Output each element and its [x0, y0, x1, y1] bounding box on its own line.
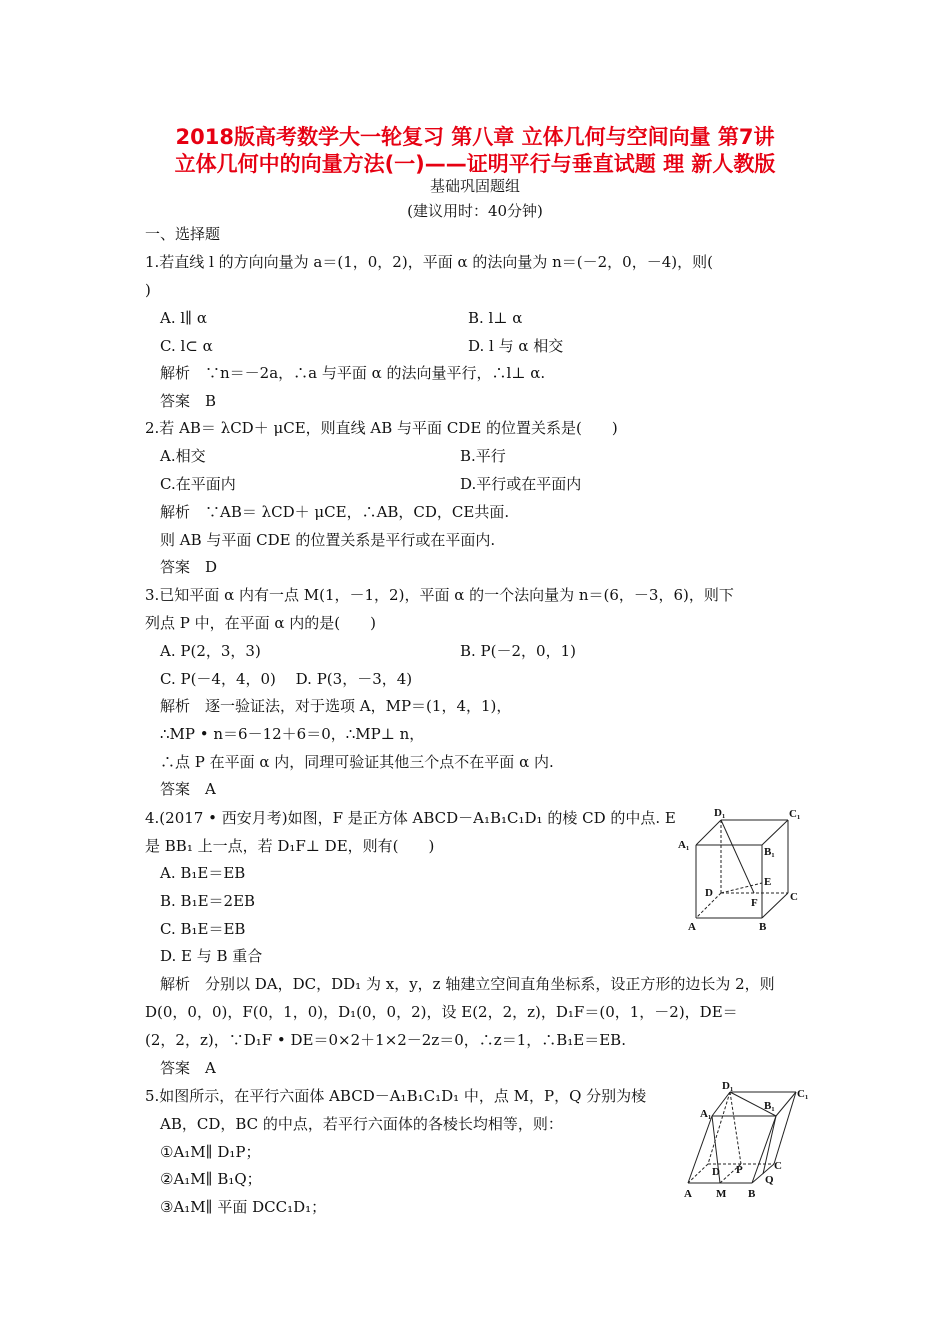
q4-stem-line2: 是 BB₁ 上一点，若 D₁F⊥ DE，则有( ): [145, 837, 435, 855]
q2-option-c: C.在平面内: [160, 475, 236, 493]
q4-analysis-line3: (2，2，z)，∵D₁F • DE＝0×2＋1×2－2z＝0，∴z＝1，∴B₁E＝EB.: [145, 1031, 626, 1049]
q3-option-cd: C. P(－4，4，0) D. P(3，－3，4): [160, 670, 413, 688]
q3-analysis-line1: 解析 逐一验证法，对于选项 A，MP＝(1，4，1)，: [160, 697, 512, 715]
fig5-label-b1: B₁: [764, 1100, 775, 1112]
fig4-label-c: C: [790, 891, 798, 903]
cube-figure: [676, 805, 806, 939]
q2-option-b: B.平行: [460, 447, 506, 465]
q2-stem: 2.若 AB＝ λCD＋ μCE，则直线 AB 与平面 CDE 的位置关系是( ): [145, 419, 618, 437]
q1-analysis: 解析 ∵n＝－2a，∴a 与平面 α 的法向量平行，∴l⊥ α.: [160, 364, 546, 382]
q3-option-b: B. P(－2，0，1): [460, 642, 576, 660]
q2-option-a: A.相交: [160, 447, 206, 465]
fig4-label-a1: A₁: [678, 839, 690, 851]
q3-answer: 答案 A: [160, 780, 216, 798]
fig5-label-a: A: [684, 1188, 692, 1200]
fig5-label-d1: D₁: [722, 1080, 734, 1092]
q3-analysis-line2: ∴MP • n＝6－12＋6＝0，∴MP⊥ n，: [160, 725, 425, 743]
q1-option-c: C. l⊂ α: [160, 337, 213, 355]
fig5-label-p: P: [736, 1164, 743, 1176]
q2-option-d: D.平行或在平面内: [460, 475, 582, 493]
fig4-label-c1: C₁: [789, 808, 801, 820]
q2-answer: 答案 D: [160, 558, 218, 576]
q1-option-d: D. l 与 α 相交: [468, 337, 564, 355]
fig5-label-c1: C₁: [797, 1088, 808, 1100]
q5-item2: ②A₁M∥ B₁Q；: [160, 1170, 262, 1188]
q4-answer: 答案 A: [160, 1059, 216, 1077]
q1-stem-line2: ): [145, 281, 151, 299]
q1-option-b: B. l⊥ α: [468, 309, 523, 327]
fig4-label-b: B: [759, 921, 767, 933]
q4-option-d: D. E 与 B 重合: [160, 947, 263, 965]
fig5-label-a1: A₁: [700, 1108, 712, 1120]
q5-item3: ③A₁M∥ 平面 DCC₁D₁；: [160, 1198, 327, 1216]
q5-item1: ①A₁M∥ D₁P；: [160, 1143, 261, 1161]
fig4-label-f: F: [751, 897, 758, 909]
q4-stem-line1: 4.(2017 • 西安月考)如图，F 是正方体 ABCD－A₁B₁C₁D₁ 的棱 CD 的中点. E: [145, 809, 676, 827]
fig5-label-c: C: [774, 1160, 782, 1172]
q3-stem-line2: 列点 P 中，在平面 α 内的是( ): [145, 614, 376, 632]
q1-answer: 答案 B: [160, 392, 217, 410]
q4-analysis-line2: D(0，0，0)，F(0，1，0)，D₁(0，0，2)，设 E(2，2，z)，D₁F＝(0，1，－2)，DE＝: [145, 1003, 738, 1021]
fig5-label-q: Q: [765, 1174, 774, 1186]
fig4-label-a: A: [688, 921, 696, 933]
section-heading: 一、选择题: [145, 225, 221, 243]
parallelepiped-figure: [678, 1080, 808, 1209]
fig4-label-d: D: [705, 887, 713, 899]
q3-option-a: A. P(2，3，3): [160, 642, 261, 660]
fig5-label-b: B: [748, 1188, 756, 1200]
q4-option-c: C. B₁E＝EB: [160, 920, 246, 938]
q4-option-a: A. B₁E＝EB: [160, 864, 246, 882]
q4-option-b: B. B₁E＝2EB: [160, 892, 256, 910]
doc-title-line2: 立体几何中的向量方法(一)——证明平行与垂直试题 理 新人教版: [174, 152, 776, 176]
fig4-label-b1: B₁: [764, 846, 775, 858]
fig4-label-e: E: [764, 876, 772, 888]
subtitle: 基础巩固题组: [429, 177, 520, 195]
q3-stem-line1: 3.已知平面 α 内有一点 M(1，－1，2)，平面 α 的一个法向量为 n＝(6，－3，6)，则下: [145, 586, 734, 604]
q1-option-a: A. l∥ α: [160, 309, 207, 327]
q1-stem-line1: 1.若直线 l 的方向向量为 a＝(1，0，2)，平面 α 的法向量为 n＝(－2，0，－4)，则(: [145, 253, 713, 271]
q4-analysis-line1: 解析 分别以 DA，DC，DD₁ 为 x，y，z 轴建立空间直角坐标系，设正方形的边长为 2，则: [160, 975, 775, 993]
q5-stem-line1: 5.如图所示，在平行六面体 ABCD－A₁B₁C₁D₁ 中，点 M，P，Q 分别为棱: [145, 1087, 647, 1105]
time-note: (建议用时：40分钟): [407, 202, 543, 220]
fig5-label-d: D: [712, 1166, 720, 1178]
q2-analysis-line1: 解析 ∵AB＝ λCD＋ μCE，∴AB，CD，CE共面.: [160, 503, 510, 521]
fig4-label-d1: D₁: [714, 807, 726, 819]
fig5-label-m: M: [716, 1188, 727, 1200]
q3-analysis-line3: ∴点 P 在平面 α 内，同理可验证其他三个点不在平面 α 内.: [160, 753, 554, 771]
q2-analysis-line2: 则 AB 与平面 CDE 的位置关系是平行或在平面内.: [160, 531, 496, 549]
doc-title-line1: 2018版高考数学大一轮复习 第八章 立体几何与空间向量 第7讲: [175, 125, 775, 149]
q5-stem-line2: AB，CD，BC 的中点，若平行六面体的各棱长均相等，则：: [160, 1115, 563, 1133]
